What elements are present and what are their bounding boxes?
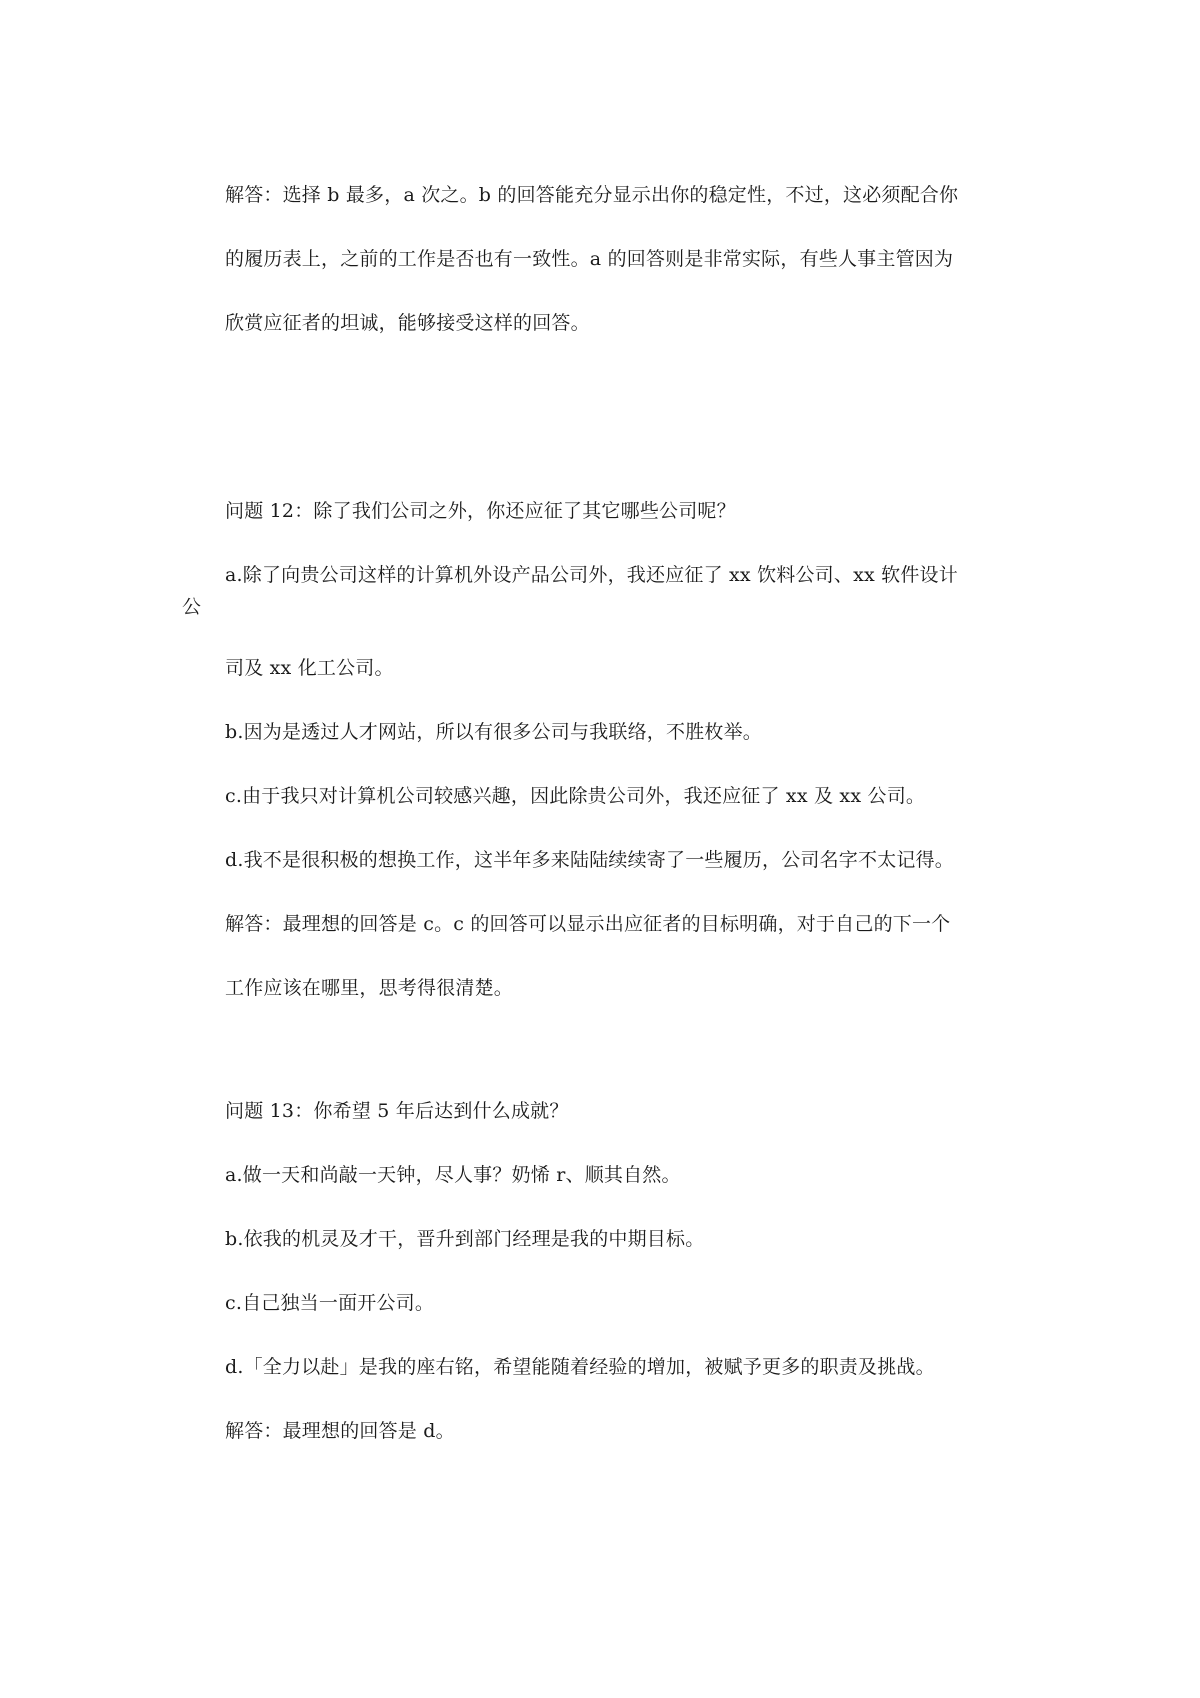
question-12-option-b: b.因为是透过人才网站，所以有很多公司与我联络，不胜枚举。 xyxy=(225,721,763,743)
answer-paragraph-13: 解答：最理想的回答是 d。 xyxy=(225,1420,455,1442)
question-12-option-d: d.我不是很积极的想换工作，这半年多来陆陆续续寄了一些履历，公司名字不太记得。 xyxy=(225,849,955,871)
answer-paragraph-12-line-2: 工作应该在哪里，思考得很清楚。 xyxy=(225,977,514,999)
question-12-option-c: c.由于我只对计算机公司较感兴趣，因此除贵公司外，我还应征了 xx 及 xx 公司。 xyxy=(225,785,926,807)
question-12-heading: 问题 12：除了我们公司之外，你还应征了其它哪些公司呢？ xyxy=(225,500,736,522)
question-13-option-a: a.做一天和尚敲一天钟，尽人事？奶悕 r、顺其自然。 xyxy=(225,1164,681,1186)
question-13-option-c: c.自己独当一面开公司。 xyxy=(225,1292,435,1314)
question-13-option-d: d.「全力以赴」是我的座右铭，希望能随着经验的增加，被赋予更多的职责及挑战。 xyxy=(225,1356,935,1378)
question-12-option-a-line-2: 司及 xx 化工公司。 xyxy=(225,657,394,679)
answer-paragraph-11-line-3: 欣赏应征者的坦诚，能够接受这样的回答。 xyxy=(225,312,590,334)
answer-paragraph-12-line-1: 解答：最理想的回答是 c。c 的回答可以显示出应征者的目标明确，对于自己的下一个 xyxy=(225,913,951,935)
question-13-heading: 问题 13：你希望 5 年后达到什么成就？ xyxy=(225,1100,569,1122)
answer-paragraph-11-line-2: 的履历表上，之前的工作是否也有一致性。a 的回答则是非常实际，有些人事主管因为 xyxy=(225,248,954,270)
question-12-option-a-line-1: a.除了向贵公司这样的计算机外设产品公司外，我还应征了 xx 饮料公司、xx 软件设计 xyxy=(225,564,958,586)
question-13-option-b: b.依我的机灵及才干，晋升到部门经理是我的中期目标。 xyxy=(225,1228,705,1250)
question-12-option-a-overflow-char: 公 xyxy=(182,596,202,618)
answer-paragraph-11-line-1: 解答：选择 b 最多，a 次之。b 的回答能充分显示出你的稳定性，不过，这必须配合你 xyxy=(225,184,959,206)
